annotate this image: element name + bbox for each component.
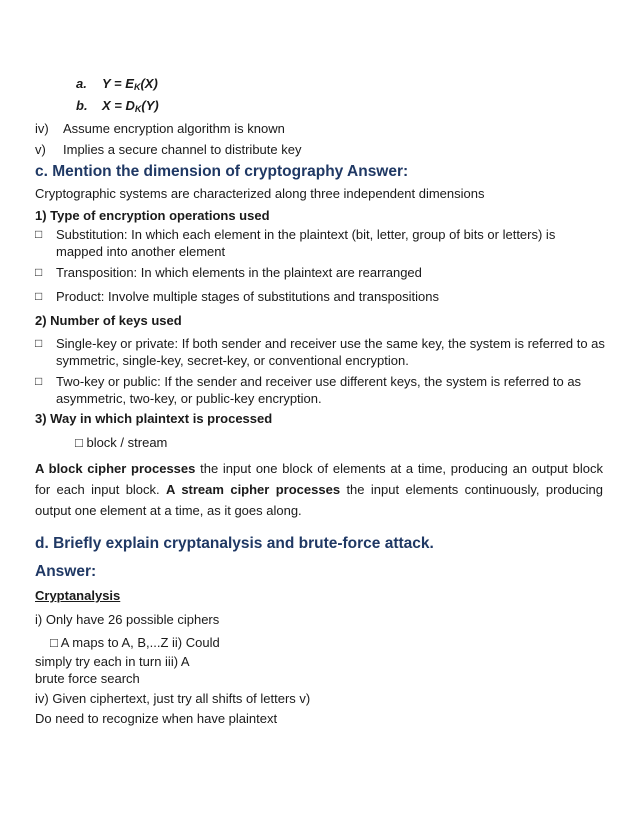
formula-b [76,97,159,118]
stream-cipher-text: the input elements continuously, producing output one element at a time, as it goes along. [35,482,603,518]
formula-b-sub: K [134,104,142,114]
block-cipher-term: A block cipher processes [35,461,196,476]
bullet-substitution: Substitution: In which each element in the plaintext (bit, letter, group of bits or letters) is mapped into another element [56,227,556,259]
group-1-title: 1) Type of encryption operations used [35,208,270,223]
block-cipher-text: the input one block of elements at a time, producing an output block for each input block. [35,461,603,497]
bullet-square-icon: □ [35,289,43,303]
formula-a-rhs: (X) [140,76,158,91]
group-3-sub-item: □ block / stream [75,435,168,450]
roman-item-iv-marker: iv) [35,121,49,136]
block-stream-paragraph [35,458,603,521]
cryptanalysis-subheading: Cryptanalysis [35,588,121,603]
formula-a-lhs: Y = E [102,76,134,91]
bullet-transposition: Transposition: In which elements in the plaintext are rearranged [56,265,422,280]
roman-item-v-marker: v) [35,142,46,157]
cryptanalysis-line-1: i) Only have 26 possible ciphers [35,612,220,627]
group-3-title: 3) Way in which plaintext is processed [35,411,273,426]
formula-b-marker: b. [76,98,88,113]
bullet-square-icon: □ [35,265,43,279]
bullet-single-key: Single-key or private: If both sender and receiver use the same key, the system is referred to as symmetric, single-key, secret-key, or conventional encryption. [56,336,605,368]
bullet-square-icon: □ [35,336,43,350]
roman-item-v-text: Implies a secure channel to distribute key [63,142,302,157]
section-d-heading: d. Briefly explain cryptanalysis and brute-force attack. [35,535,434,552]
formula-a-marker: a. [76,76,87,91]
group-2-title: 2) Number of keys used [35,313,182,328]
section-c-heading: c. Mention the dimension of cryptography Answer: [35,163,409,180]
bullet-square-icon: □ [35,374,43,388]
cryptanalysis-line-4: brute force search [35,671,140,686]
bullet-square-icon: □ [35,227,43,241]
section-d-answer: Answer: [35,563,97,580]
cryptanalysis-line-6: Do need to recognize when have plaintext [35,711,278,726]
stream-cipher-term: A stream cipher processes [166,482,341,497]
formula-a-sub: K [133,82,141,92]
roman-item-iv [35,120,285,137]
formula-b-lhs: X = D [102,98,135,113]
formula-b-rhs: (Y) [141,98,159,113]
roman-item-iv-text: Assume encryption algorithm is known [63,121,285,136]
bullet-product: Product: Involve multiple stages of substitutions and transpositions [56,289,439,304]
bullet-two-key: Two-key or public: If the sender and receiver use different keys, the system is referred to as asymmetric, two-key, or public-key encryption. [56,374,582,406]
cryptanalysis-line-3: simply try each in turn iii) A [35,654,190,669]
roman-item-v [35,141,301,158]
cryptanalysis-line-2: □ A maps to A, B,...Z ii) Could [50,635,220,650]
cryptanalysis-line-5: iv) Given ciphertext, just try all shifts of letters v) [35,691,311,706]
formula-a [76,75,158,96]
section-c-intro: Cryptographic systems are characterized along three independent dimensions [35,186,485,201]
